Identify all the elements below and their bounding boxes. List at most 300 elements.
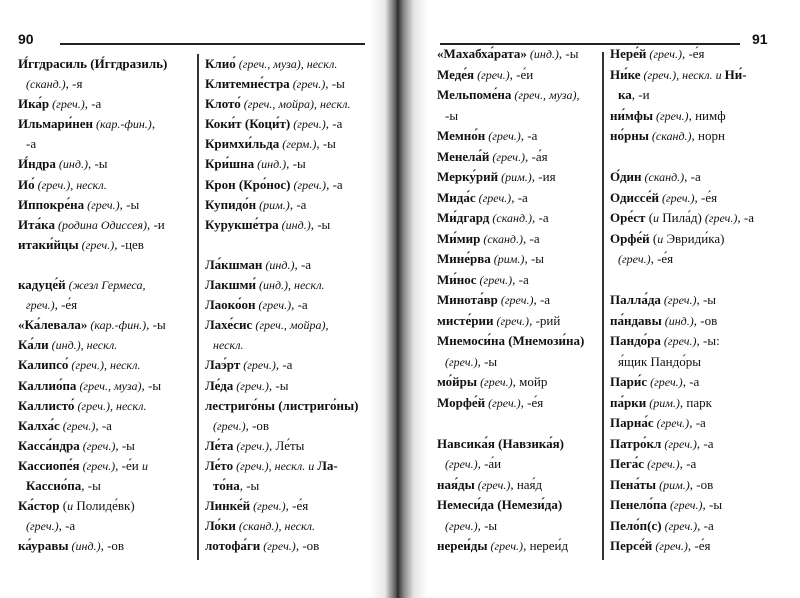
dictionary-entry-line [610,475,754,496]
headword: «Ка́левала» [18,317,88,333]
ending: , -а [275,357,293,373]
ending: , ная́д [510,476,543,492]
grammar-note: (греч.) [477,375,513,389]
headword: Оре́ст [610,210,646,225]
ending: , -ы [81,477,101,493]
grammar-note: (греч.) [250,499,286,514]
headword: Клитемне́стра [205,76,290,92]
ending: , -е́я [650,251,674,266]
grammar-note: (сканд.) [648,129,692,143]
grammar-note: (греч.) [474,477,511,492]
dictionary-entry-line [610,516,754,537]
grammar-note: (греч.) [618,252,651,266]
grammar-note: (рим.) [656,477,690,492]
dictionary-entry-line [205,94,358,114]
ending: , -рий [529,312,561,328]
dictionary-entry-line [18,54,167,74]
dictionary-entry-line [205,114,358,134]
dictionary-entry-line [18,134,167,154]
dictionary-entry-line [205,295,358,315]
headword: Кассио́па [26,477,82,493]
grammar-note: (греч.), нескл. [68,358,141,373]
ending: , -а [520,128,538,143]
grammar-note: (греч.) [445,354,478,369]
ending: , -и [146,216,165,232]
dictionary-entry-line [437,188,584,209]
headword: Пари́с [610,374,648,389]
grammar-note: (кар.-фин.) [87,318,147,333]
grammar-note: (греч.) [49,97,85,112]
dictionary-entry-line [205,416,358,436]
headword: Ика́р [18,96,50,112]
grammar-note: (сканд.) [641,170,685,184]
grammar-note: нескл. [213,338,244,353]
ending: , -ы [558,46,579,61]
ending: , -е́я [694,189,718,205]
dictionary-entry-line [437,454,584,475]
grammar-note: (рим.) [646,395,680,410]
dictionary-entry-line [18,516,167,536]
ending: , -е́я [285,498,309,514]
ending: , -ы [87,156,108,172]
grammar-note: (греч.) [78,237,115,252]
dictionary-entry-line [437,106,584,127]
grammar-note: и [67,499,74,514]
grammar-note: (греч.), нескл. и [640,67,725,82]
headword: Иппокре́на [18,196,85,212]
grammar-note: (греч.), нескл. [34,177,107,192]
grammar-note: (греч.) [445,457,478,471]
headword: Мерку́рий [437,169,499,184]
dictionary-entry-line [610,167,754,188]
headword: Кримхи́льда [205,136,280,152]
dictionary-entry-line [18,396,167,416]
grammar-note: (греч.) [84,197,120,212]
dictionary-entry-line [18,416,167,436]
headword: Парна́с [610,415,654,430]
blank-line [610,147,754,168]
dictionary-entry-line [205,436,358,456]
ending: , -цев [114,236,144,252]
ending: , -а [84,96,102,112]
headword: Ла- [317,457,338,473]
dictionary-entry-line [610,331,754,352]
headword: Ми́мир [437,230,481,246]
headword: Патро́кл [610,435,662,451]
grammar-note: (греч.) [445,518,478,533]
headword: ни́мфы [610,107,653,123]
ending: , -ы [119,196,140,212]
page-number: 91 [752,31,768,47]
headword: Купидо́н [205,196,257,212]
headword: Кри́шна [205,156,255,172]
ending: , -ы [115,437,135,453]
dictionary-entry-line [18,195,167,215]
headword: нереи́ды [437,538,488,553]
headword: Орфе́й [610,230,650,246]
headword: Немеси́да (Немези́да) [437,497,563,512]
right-page [398,0,800,598]
dictionary-entry-line [610,372,754,393]
column-divider [602,52,604,560]
dictionary-entry-line [18,235,167,255]
headword: Коки́т (Коци́т) [205,116,291,132]
ending: , -а [294,256,312,272]
ending: , -а [511,189,528,205]
grammar-note: (греч., муза) [76,378,142,393]
ending: , -а [325,116,343,132]
ending: , -ов [245,417,270,433]
ending: , -ия [531,169,556,184]
dictionary-entry-line [437,434,584,455]
ending: , -а [291,297,308,313]
headword: Каллисто́ [18,397,75,413]
headword: па́ндавы [610,312,662,328]
dictionary-entry-line [437,126,584,147]
dictionary-entry-line [437,167,584,188]
headword: мисте́рии [437,312,494,328]
grammar-note: (герм.) [279,137,317,152]
grammar-note: (греч.) [289,77,326,92]
dictionary-entry-line [18,175,167,195]
grammar-note: (греч.) [653,416,690,430]
grammar-note: (греч.) [290,177,327,192]
dictionary-entry-line [610,413,754,434]
grammar-note: (греч.) [476,272,513,287]
grammar-note: греч.) [26,298,55,313]
grammar-note: (греч.) [493,313,530,328]
grammar-note: (греч.) [701,211,738,225]
headword: мо́йры [437,374,478,389]
ending: , -ы [316,136,336,152]
ending: , -ы [310,216,331,232]
ending: , -а [697,517,714,533]
headword: Мнемоси́на (Мнемози́на) [437,333,585,348]
ending: , -ы [702,497,723,512]
dictionary-entry-line [18,376,167,396]
headword: ка [618,87,632,102]
dictionary-entry-line [610,454,754,475]
headword: Персе́й [610,538,653,553]
grammar-note: и [141,458,148,473]
grammar-note: и [657,231,664,246]
blank-line [610,270,754,291]
blank-line [437,413,584,434]
dictionary-entry-line [610,393,754,414]
grammar-note: и [653,211,660,225]
dictionary-entry-line [437,65,584,86]
header-rule [60,43,365,45]
grammar-note: (греч.) [489,149,525,164]
headword: Ни́- [724,66,747,82]
ending: , норн [691,128,725,143]
grammar-note: (родина Одиссея) [54,217,147,232]
dictionary-entry-line [205,154,358,174]
headword: Клио́ [205,56,236,71]
ending: , -а [737,210,755,225]
ending: , -ы [239,477,260,493]
dictionary-entry-line [437,536,584,557]
ending: , -а [289,196,307,212]
grammar-note: (греч.) [475,190,512,205]
grammar-note: (греч.), нескл. [74,398,147,413]
headword: Калипсо́ [18,357,69,373]
dictionary-entry-line [610,106,754,127]
grammar-note: (греч., мойра), нескл. [240,97,351,112]
dictionary-entry-line [205,536,358,556]
grammar-note: (инд.), нескл. [256,278,325,293]
dictionary-entry-line [437,85,584,106]
dictionary-entry-line [610,126,754,147]
dictionary-entry-line [610,65,754,86]
headword: О́дин [610,169,642,184]
ending: , -е́я [520,394,544,410]
headword: кадуце́й [18,277,66,293]
headword: Мемно́н [437,128,486,143]
dictionary-entry-line [18,275,167,295]
headword: Ита́ка [18,216,55,232]
dictionary-entry-line [610,229,754,250]
ending: , -е́я [681,46,705,61]
grammar-note: (греч., муза), нескл. [235,57,338,71]
grammar-note: (греч.) [474,67,510,82]
headword: Ни́ке [610,66,641,82]
dictionary-entry-line [18,476,167,496]
grammar-note: (греч.) [260,539,296,554]
grammar-note: (греч.) [666,498,703,512]
ending: , -е́я [687,538,711,553]
ending: , -а [523,230,540,246]
grammar-note: (сканд.) [480,231,523,246]
ending: , -ов [693,312,718,328]
dictionary-entry-line [18,536,167,556]
dictionary-entry-line [437,249,584,270]
ending: , -а [682,374,700,389]
ending: ( [59,498,68,514]
ending: , -а [684,169,701,184]
grammar-note: (греч.) [497,293,534,307]
grammar-note: (сканд.) [26,77,66,92]
dictionary-entry-line [205,376,358,396]
grammar-note: (греч.) [79,438,116,453]
blank-line [18,255,167,275]
dictionary-entry-line [437,495,584,516]
dictionary-entry-line [205,74,358,94]
ending: , -а [696,435,714,451]
grammar-note: (инд.), нескл. [48,338,118,353]
headword: Навсика́я (Навзика́я) [437,435,564,451]
dictionary-entry-line [205,54,358,74]
dictionary-entry-line [437,352,584,373]
dictionary-entry-line [437,516,584,537]
headword: Линке́й [205,498,251,514]
headword: Калха́с [18,417,60,433]
headword: Меде́я [437,66,475,82]
grammar-note: (кар.-фин.) [93,117,152,132]
dictionary-entry-line [610,311,754,332]
dictionary-entry-line [18,94,167,114]
grammar-note: (греч.) [485,395,521,410]
headword: Нере́й [610,46,647,61]
grammar-note: (греч.) [79,458,116,473]
grammar-note: (греч.), нескл. и [233,458,318,473]
dictionary-entry-line [610,208,754,229]
headword: ная́ды [437,476,475,492]
headword: Лахе́сис [205,317,253,333]
ending: , -а [58,518,76,534]
headword: Крон (Кро́нос) [205,176,291,192]
ending: ( [645,210,654,225]
grammar-note: (жезл Гермеса, [65,278,146,293]
headword: Ле́та [205,437,234,453]
dictionary-entry-line [610,495,754,516]
ending: , -ы [524,251,545,266]
headword: ка́уравы [18,538,69,554]
headword: И́ггдрасиль (И́ггдразиль) [18,56,168,71]
grammar-note: (греч., муза), [511,88,580,102]
ending: , -ы: [696,333,720,348]
ending: , нереи́д [523,538,569,553]
ending: ( [649,230,658,246]
ending: , -и [631,87,650,102]
headword: Ми́дгард [437,210,490,225]
grammar-note: (греч.) [233,378,269,393]
grammar-note: (греч.) [644,457,680,471]
dictionary-entry-line [18,295,167,315]
grammar-note: (сканд.), нескл. [235,519,316,534]
dictionary-entry-line [610,249,754,270]
grammar-note: (рим.) [256,197,290,212]
dictionary-entry-line [437,331,584,352]
headword: Пандо́ра [610,333,661,348]
dictionary-entry-line [205,255,358,275]
dictionary-entry-line [437,229,584,250]
headword: Ио́ [18,176,35,192]
ending: Эвриди́ка) [663,230,725,246]
dictionary-entry-line [437,44,584,65]
grammar-note: (инд.) [278,217,311,232]
headword: Каллио́па [18,377,77,393]
ending: Полиде́вк) [73,498,135,514]
headword: Морфе́й [437,394,486,410]
grammar-note: (рим.) [490,252,525,266]
grammar-note: (греч., мойра), [252,318,329,333]
dictionary-entry-line [437,475,584,496]
grammar-note: (инд.) [661,313,694,328]
headword: Ми́нос [437,271,477,287]
ending: , -ы [325,76,345,92]
ending: , -е́и [509,66,534,82]
dictionary-column [610,44,754,557]
grammar-note: (инд.) [254,157,287,172]
dictionary-entry-line [18,456,167,476]
grammar-note: (греч.) [661,436,697,451]
headword: Менела́й [437,148,490,164]
grammar-note: (греч.) [660,293,697,307]
headword: лестриго́ны (листриго́ны) [205,397,359,413]
headword: Палла́да [610,292,661,307]
ending: , мойр [512,374,548,389]
ending: , -а [533,292,551,307]
dictionary-entry-line [437,270,584,291]
grammar-note: (греч.) [652,108,689,123]
headword: лотофа́ги [205,538,261,554]
grammar-note: (греч.) [660,334,697,348]
headword: Ла́кшман [205,256,263,272]
ending: , -я [65,76,83,92]
page-number: 90 [18,31,34,47]
headword: Минота́вр [437,292,498,307]
ending: , -ы [477,353,498,369]
headword: Клото́ [205,96,241,112]
ending: , -а [679,456,697,471]
ending: , Ле́ты [269,437,305,453]
headword: то́на [213,477,240,493]
dictionary-entry-line [610,536,754,557]
dictionary-entry-line [437,393,584,414]
ending: , -а́я [525,148,548,164]
dictionary-entry-line [18,215,167,235]
dictionary-entry-line [437,311,584,332]
grammar-note: (греч.) [487,539,524,553]
ending: , -а [512,271,529,287]
ending: , -ов [100,538,125,554]
grammar-note: (рим.) [498,170,532,184]
ending: , -а́и [477,456,502,471]
grammar-note: (сканд.) [489,211,533,225]
dictionary-entry-line [18,355,167,375]
dictionary-entry-line [610,44,754,65]
dictionary-entry-line [205,134,358,154]
dictionary-entry-line [18,436,167,456]
grammar-note: (греч.) [661,518,698,533]
headword: Кассиопе́я [18,457,80,473]
dictionary-column [205,54,358,556]
ending: , -е́я [54,297,78,313]
blank-line [205,235,358,255]
dictionary-entry-line [18,315,167,335]
dictionary-entry-line [18,74,167,94]
grammar-note: (греч.) [652,539,688,553]
headword: Лаэ́рт [205,357,241,373]
ending: , нимф [688,107,726,123]
ending: , -а [326,176,343,192]
grammar-note: (инд.) [68,539,101,554]
dictionary-entry-line [610,434,754,455]
dictionary-entry-line [437,290,584,311]
headword: Ка́ли [18,337,49,353]
headword: Ло́ки [205,518,236,534]
grammar-note: (греч.) [26,519,59,534]
headword: па́рки [610,394,647,410]
dictionary-entry-line [205,275,358,295]
dictionary-entry-line [18,114,167,134]
dictionary-entry-line [437,147,584,168]
dictionary-entry-line [18,496,167,516]
dictionary-column [437,44,584,557]
headword: Одиссе́й [610,189,659,205]
ending: , -е́и [115,457,142,473]
grammar-note: (греч.) [290,117,326,132]
dictionary-entry-line [18,154,167,174]
grammar-note: (греч.) [646,47,682,61]
column-divider [197,54,199,560]
dictionary-entry-line [610,85,754,106]
headword: Пело́п(с) [610,517,662,533]
headword: Пена́ты [610,476,657,492]
dictionary-entry-line [205,195,358,215]
ending: -а [26,136,37,152]
